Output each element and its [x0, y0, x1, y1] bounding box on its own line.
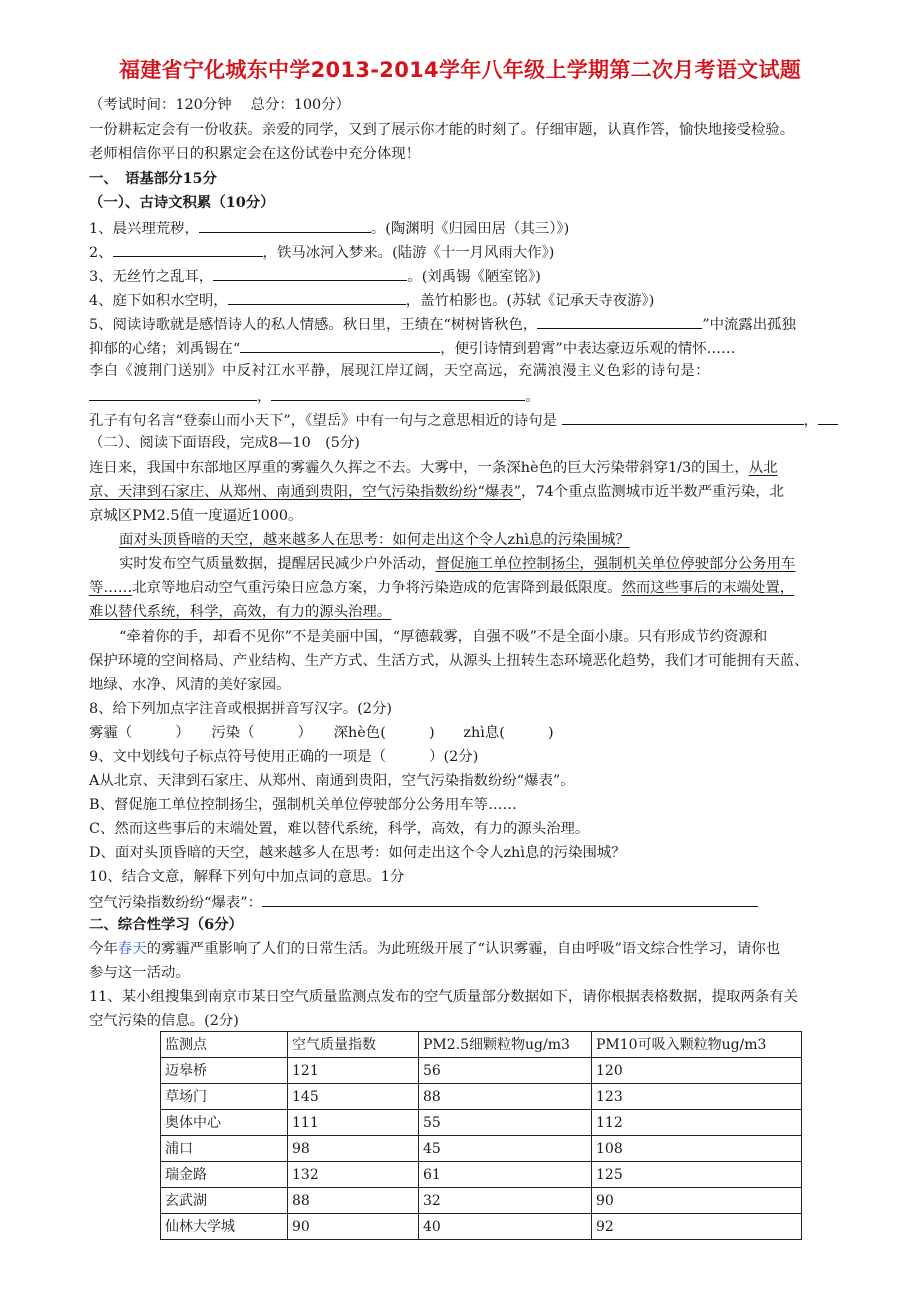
table-cell: 奥体中心	[161, 1110, 288, 1136]
question-11-line-2: 空气污染的信息。(2分)	[89, 1013, 239, 1029]
underlined-sentence: 京、天津到石家庄、从郑州、南通到贵阳，空气污染指数纷纷“爆表”	[89, 484, 522, 500]
table-cell: 浦口	[161, 1136, 288, 1162]
table-cell: 123	[592, 1084, 802, 1110]
table-cell: 瑞金路	[161, 1162, 288, 1188]
table-row	[161, 1058, 802, 1084]
q5-comma-2: ，	[803, 413, 819, 429]
underlined-sentence: 督促施工单位控制扬尘，强制机关单位停驶部分公务用车	[435, 556, 796, 572]
passage-p4-line-1: “牵着你的手，却看不见你”不是美丽中国，“厚德载雾，自强不吸”不是全面小康。只有形成节约资源和	[119, 629, 768, 645]
spring-link[interactable]: 春天	[117, 941, 147, 957]
question-2	[89, 242, 554, 262]
q10-text: 空气污染指数纷纷“爆表”：	[89, 895, 263, 911]
answer-blank-5d[interactable]	[271, 386, 525, 401]
table-row	[161, 1084, 802, 1110]
table-cell: 112	[592, 1110, 802, 1136]
intro-text: 的雾霾严重影响了人们的日常生活。为此班级开展了“认识雾霾，自由呼吸”语文综合性学习，请你也	[146, 941, 781, 957]
passage-p3-line-2	[89, 579, 794, 597]
intro-text: 今年	[89, 941, 118, 957]
answer-blank-5b[interactable]	[240, 338, 440, 353]
exam-info: （考试时间：120分钟 总分：100分）	[89, 97, 350, 113]
q5-text-d: ，便引诗情到碧霄”中表达豪迈乐观的情怀……	[440, 341, 736, 357]
table-cell: 120	[592, 1058, 802, 1084]
table-cell: 92	[592, 1214, 802, 1240]
question-5-line-1	[89, 314, 796, 334]
q5-comma: ，	[257, 389, 272, 405]
table-cell: 98	[288, 1136, 419, 1162]
intro-line-1: 一份耕耘定会有一份收获。亲爱的同学，又到了展示你才能的时刻了。仔细审题，认真作答，愉快地接受检验。	[89, 122, 795, 138]
table-cell: 仙林大学城	[161, 1214, 288, 1240]
section2-intro-line-1	[89, 940, 780, 958]
table-cell: 121	[288, 1058, 419, 1084]
passage-p3-line-1	[119, 555, 795, 573]
answer-blank-5f[interactable]	[818, 410, 838, 425]
answer-blank-4[interactable]	[228, 290, 406, 305]
passage-text: 北京等地启动空气重污染日应急方案，力争将污染造成的危害降到最低限度。	[132, 580, 622, 596]
question-11-line-1: 11、某小组搜集到南京市某日空气质量监测点发布的空气质量部分数据如下，请你根据表格数据，提取两条有关	[89, 989, 799, 1005]
table-row	[161, 1136, 802, 1162]
table-row	[161, 1110, 802, 1136]
q1-text: 1、晨兴理荒秽，	[89, 221, 199, 237]
table-row	[161, 1162, 802, 1188]
question-5-line-3: 李白《渡荆门送别》中反衬江水平静，展现江岸辽阔，天空高远，充满浪漫主义色彩的诗句是：	[89, 363, 711, 379]
passage-text: ，74个重点监测城市近半数严重污染，北	[521, 484, 785, 500]
table-cell: 90	[592, 1188, 802, 1214]
table-cell: 迈皋桥	[161, 1058, 288, 1084]
table-cell: 56	[419, 1058, 592, 1084]
answer-blank-2[interactable]	[113, 242, 263, 257]
passage-p1-line-1	[89, 459, 778, 477]
option-d: D、面对头顶昏暗的天空，越来越多人在思考：如何走出这个令人zhì息的污染围城？	[89, 845, 626, 861]
q5-text-h: 孔子有句名言“登泰山而小天下”，《望岳》中有一句与之意思相近的诗句是	[89, 413, 558, 429]
question-5-line-2	[89, 338, 735, 358]
exam-title: 福建省宁化城东中学2013-2014学年八年级上学期第二次月考语文试题	[118, 58, 802, 82]
table-row	[161, 1214, 802, 1240]
q3-source: 。(刘禹锡《陋室铭》)	[407, 269, 541, 285]
air-quality-table	[160, 1031, 802, 1240]
underlined-sentence: 从北	[748, 460, 778, 476]
table-header-row	[161, 1032, 802, 1058]
section1-heading: 一、 语基部分15分	[89, 170, 217, 187]
q5-period: 。	[525, 389, 540, 405]
answer-blank-5a[interactable]	[537, 314, 702, 329]
section2-heading: 二、综合性学习（6分）	[89, 916, 243, 933]
answer-blank-5e[interactable]	[562, 410, 804, 425]
table-header: 监测点	[161, 1032, 288, 1058]
answer-blank-3[interactable]	[213, 266, 407, 281]
q2-text: 2、	[89, 245, 113, 261]
q5-text-a: 5、阅读诗歌就是感悟诗人的私人情感。秋日里，王绩在“树树皆秋色，	[89, 317, 538, 333]
q2-source: ，铁马冰河入梦来。(陆游《十一月风雨大作》)	[262, 245, 555, 261]
passage-p3-line-3: 难以替代系统，科学，高效，有力的源头治理。	[89, 604, 392, 620]
q3-text: 3、无丝竹之乱耳，	[89, 269, 214, 285]
table-header: PM2.5细颗粒物ug/m3	[419, 1032, 592, 1058]
intro-line-2: 老师相信你平日的积累定会在这份试卷中充分体现！	[89, 146, 420, 162]
section2-intro-line-2: 参与这一活动。	[89, 965, 190, 981]
option-c: C、然而这些事后的末端处置，难以替代系统，科学，高效，有力的源头治理。	[89, 821, 590, 837]
section1-sub2: （二）、阅读下面语段，完成8—10 (5分)	[89, 435, 360, 451]
section1-sub1: （一）、古诗文积累（10分）	[89, 194, 275, 211]
q4-text: 4、庭下如积水空明，	[89, 293, 228, 309]
question-4	[89, 290, 654, 310]
question-3	[89, 266, 541, 286]
table-header: 空气质量指数	[288, 1032, 419, 1058]
table-cell: 125	[592, 1162, 802, 1188]
passage-p4-line-2: 保护环境的空间格局、产业结构、生产方式、生活方式，从源头上扭转生态环境恶化趋势，我们才可能拥有天蓝、	[89, 653, 809, 669]
table-cell: 32	[419, 1188, 592, 1214]
passage-p1-line-2	[89, 483, 784, 501]
table-cell: 145	[288, 1084, 419, 1110]
table-header: PM10可吸入颗粒物ug/m3	[592, 1032, 802, 1058]
q1-source: 。(陶渊明《归园田居（其三）》)	[370, 221, 570, 237]
option-b: B、督促施工单位控制扬尘，强制机关单位停驶部分公务用车等……	[89, 797, 517, 813]
question-8-items: 雾霾（ ） 污染（ ） 深hè色( ) zhì息( )	[89, 725, 554, 741]
answer-blank-10[interactable]	[262, 892, 758, 907]
question-10: 10、结合文意，解释下列句中加点词的意思。1分	[89, 869, 405, 885]
passage-text: 连日来，我国中东部地区厚重的雾霾久久挥之不去。大雾中，一条深hè色的巨大污染带斜穿1/3的国土，	[89, 460, 749, 476]
table-cell: 40	[419, 1214, 592, 1240]
question-5-line-4	[89, 386, 540, 406]
question-5-line-5	[89, 410, 838, 430]
table-cell: 111	[288, 1110, 419, 1136]
table-cell: 玄武湖	[161, 1188, 288, 1214]
table-cell: 55	[419, 1110, 592, 1136]
question-9: 9、文中划线句子标点符号使用正确的一项是（ ）(2分)	[89, 749, 479, 765]
passage-p4-line-3: 地绿、水净、风清的美好家园。	[89, 677, 291, 693]
table-cell: 88	[419, 1084, 592, 1110]
table-cell: 45	[419, 1136, 592, 1162]
q5-text-c: 抑郁的心绪；刘禹锡在“	[89, 341, 241, 357]
q4-source: ，盖竹柏影也。(苏轼《记承天寺夜游》)	[405, 293, 655, 309]
question-8: 8、给下列加点字注音或根据拼音写汉字。(2分)	[89, 701, 392, 717]
answer-blank-1[interactable]	[199, 218, 371, 233]
table-cell: 88	[288, 1188, 419, 1214]
q5-text-b: ”中流露出孤独	[702, 317, 796, 333]
underlined-sentence: 等……	[89, 580, 133, 596]
answer-blank-5c[interactable]	[89, 386, 257, 401]
underlined-sentence: 然而这些事后的末端处置，	[621, 580, 795, 596]
question-1	[89, 218, 569, 238]
table-cell: 61	[419, 1162, 592, 1188]
table-row	[161, 1188, 802, 1214]
passage-text: 实时发布空气质量数据，提醒居民减少户外活动，	[119, 556, 436, 572]
table-cell: 90	[288, 1214, 419, 1240]
table-cell: 108	[592, 1136, 802, 1162]
table-cell: 132	[288, 1162, 419, 1188]
passage-p1-line-3: 京城区PM2.5值一度逼近1000。	[89, 508, 303, 524]
option-a: A从北京、天津到石家庄、从郑州、南通到贵阳，空气污染指数纷纷“爆表”。	[89, 773, 575, 789]
passage-p2: 面对头顶昏暗的天空，越来越多人在思考：如何走出这个令人zhì息的污染围城？	[119, 532, 630, 548]
question-10-item	[89, 892, 758, 912]
table-cell: 草场门	[161, 1084, 288, 1110]
